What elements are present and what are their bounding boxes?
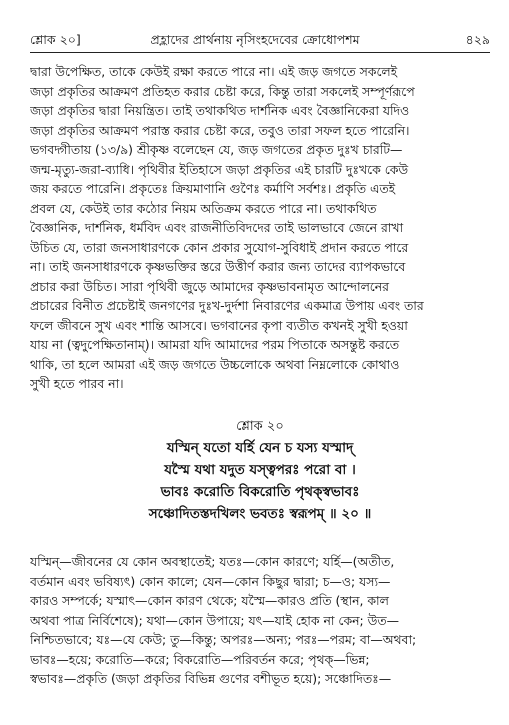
synonyms-line: অথবা পাত্র নির্বিশেষে); যথা—কোন উপায়ে; যৎ—যাই হোক না কেন; উত— xyxy=(30,612,399,628)
synonyms-line: নিশ্চিতভাবে; যঃ—যে কেউ; তু—কিন্তু; অপরঃ—অন্য; পরঃ—পরম; বা—অথবা; xyxy=(30,632,417,647)
verse-line: যস্মিন্ যতো যর্হি যেন চ যস্য যস্মাদ্ xyxy=(166,440,354,456)
verse-line: ভাবঃ করোতি বিকরোতি পৃথক্স্বভাবঃ xyxy=(160,484,360,500)
purport-line: সুখী হতে পারব না। xyxy=(30,376,124,391)
purport-line: জড়া প্রকৃতির আক্রমণ প্রতিহত করার চেষ্টা করে, কিন্তু তারা সকলেই সম্পূর্ণরূপে xyxy=(30,83,415,99)
synonyms-line: বর্তমান এবং ভবিষ্যৎ) কোন কালে; যেন—কোন কিছুর দ্বারা; চ—ও; যস্য— xyxy=(30,573,391,589)
purport-line: থাকি, তা হলে আমরা এই জড় জগতে উচ্চলোকে অথবা নিম্নলোকে কোথাও xyxy=(30,356,400,372)
synonyms-text xyxy=(30,552,490,689)
purport-line: দ্বারা উপেক্ষিত, তাকে কেউই রক্ষা করতে পারে না। এই জড় জগতে সকলেই xyxy=(30,64,398,79)
verse-line: সঞ্চোদিতস্তদখিলং ভবতঃ স্বরূপম্ ॥ ২০ ॥ xyxy=(148,506,372,522)
synonyms-line: কারও সম্পর্কে; যস্মাৎ—কোন কারণ থেকে; যস্মৈ—কারও প্রতি (স্থান, কাল xyxy=(30,593,389,608)
synonyms-line: যস্মিন্—জীবনের যে কোন অবস্থাতেই; যতঃ—কোন কারণে; যর্হি—(অতীত, xyxy=(30,554,395,569)
purport-line: বৈজ্ঞানিক, দার্শনিক, ধর্মবিদ এবং রাজনীতিবিদদের তাই ভালভাবে জেনে রাখা xyxy=(30,220,404,235)
purport-line: জড়া প্রকৃতির দ্বারা নিয়ন্ত্রিত। তাই তথাকথিত দার্শনিক এবং বৈজ্ঞানিকেরা যদিও xyxy=(30,103,410,118)
shloka-title: শ্লোক ২০ xyxy=(236,419,284,434)
page-number: ৪২৯ xyxy=(465,32,490,47)
purport-line: জন্ম-মৃত্যু-জরা-ব্যাধি। পৃথিবীর ইতিহাসে জড়া প্রকৃতির এই চারটি দুঃখকে কেউ xyxy=(30,161,409,177)
purport-line: উচিত যে, তারা জনসাধারণকে কোন প্রকার সুযোগ-সুবিধাই প্রদান করতে পারে xyxy=(30,239,409,255)
purport-line: প্রবল যে, কেউই তার কঠোর নিয়ম অতিক্রম করতে পারে না। তথাকথিত xyxy=(30,200,377,216)
purport-text xyxy=(30,62,490,394)
purport-line: যায় না (ত্বদুপেক্ষিতানাম্)। আমরা যদি আমাদের পরম পিতাকে অসন্তুষ্ট করতে xyxy=(30,337,400,352)
running-header xyxy=(30,30,490,53)
purport-line: ভগবদ্গীতায় (১৩/৯) শ্রীকৃষ্ণ বলেছেন যে, জড় জগতের প্রকৃত দুঃখ চারটি— xyxy=(30,142,403,157)
verse-line: যস্মৈ যথা যদুত যস্ত্বপরঃ পরো বা । xyxy=(164,462,356,478)
purport-line: ফলে জীবনে সুখ এবং শান্তি আসবে। ভগবানের কৃপা ব্যতীত কখনই সুখী হওয়া xyxy=(30,317,408,333)
purport-line: প্রচারের বিনীত প্রচেষ্টাই জনগণের দুঃখ-দুর্দশা নিবারণের একমাত্র উপায় এবং তার xyxy=(30,298,424,313)
shloka-block xyxy=(30,417,490,525)
header-chapter-title: প্রহ্লাদের প্রার্থনায় নৃসিংহদেবের ক্রোধোপশম xyxy=(150,32,360,47)
header-verse-ref: শ্লোক ২০] xyxy=(30,32,81,47)
purport-line: জয় করতে পারেনি। প্রকৃতেঃ ক্রিয়মাণানি গুণৈঃ কর্মাণি সর্বশঃ। প্রকৃতি এতই xyxy=(30,181,396,196)
purport-line: না। তাই জনসাধারণকে কৃষ্ণভক্তির স্তরে উত্তীর্ণ করার জন্য তাদের ব্যাপকভাবে xyxy=(30,259,406,274)
purport-line: প্রচার করা উচিত। সারা পৃথিবী জুড়ে আমাদের কৃষ্ণভাবনামৃত আন্দোলনের xyxy=(30,278,389,294)
synonyms-line: ভাবঃ—হয়ে; করোতি—করে; বিকরোতি—পরিবর্তন করে; পৃথক্—ভিন্ন; xyxy=(30,651,370,667)
synonyms-line: স্বভাবঃ—প্রকৃতি (জড়া প্রকৃতির বিভিন্ন গুণের বশীভূত হয়ে); সঞ্চোদিতঃ— xyxy=(30,671,392,686)
purport-line: জড়া প্রকৃতির আক্রমণ পরাস্ত করার চেষ্টা করে, তবুও তারা সফল হতে পারেনি। xyxy=(30,122,410,138)
